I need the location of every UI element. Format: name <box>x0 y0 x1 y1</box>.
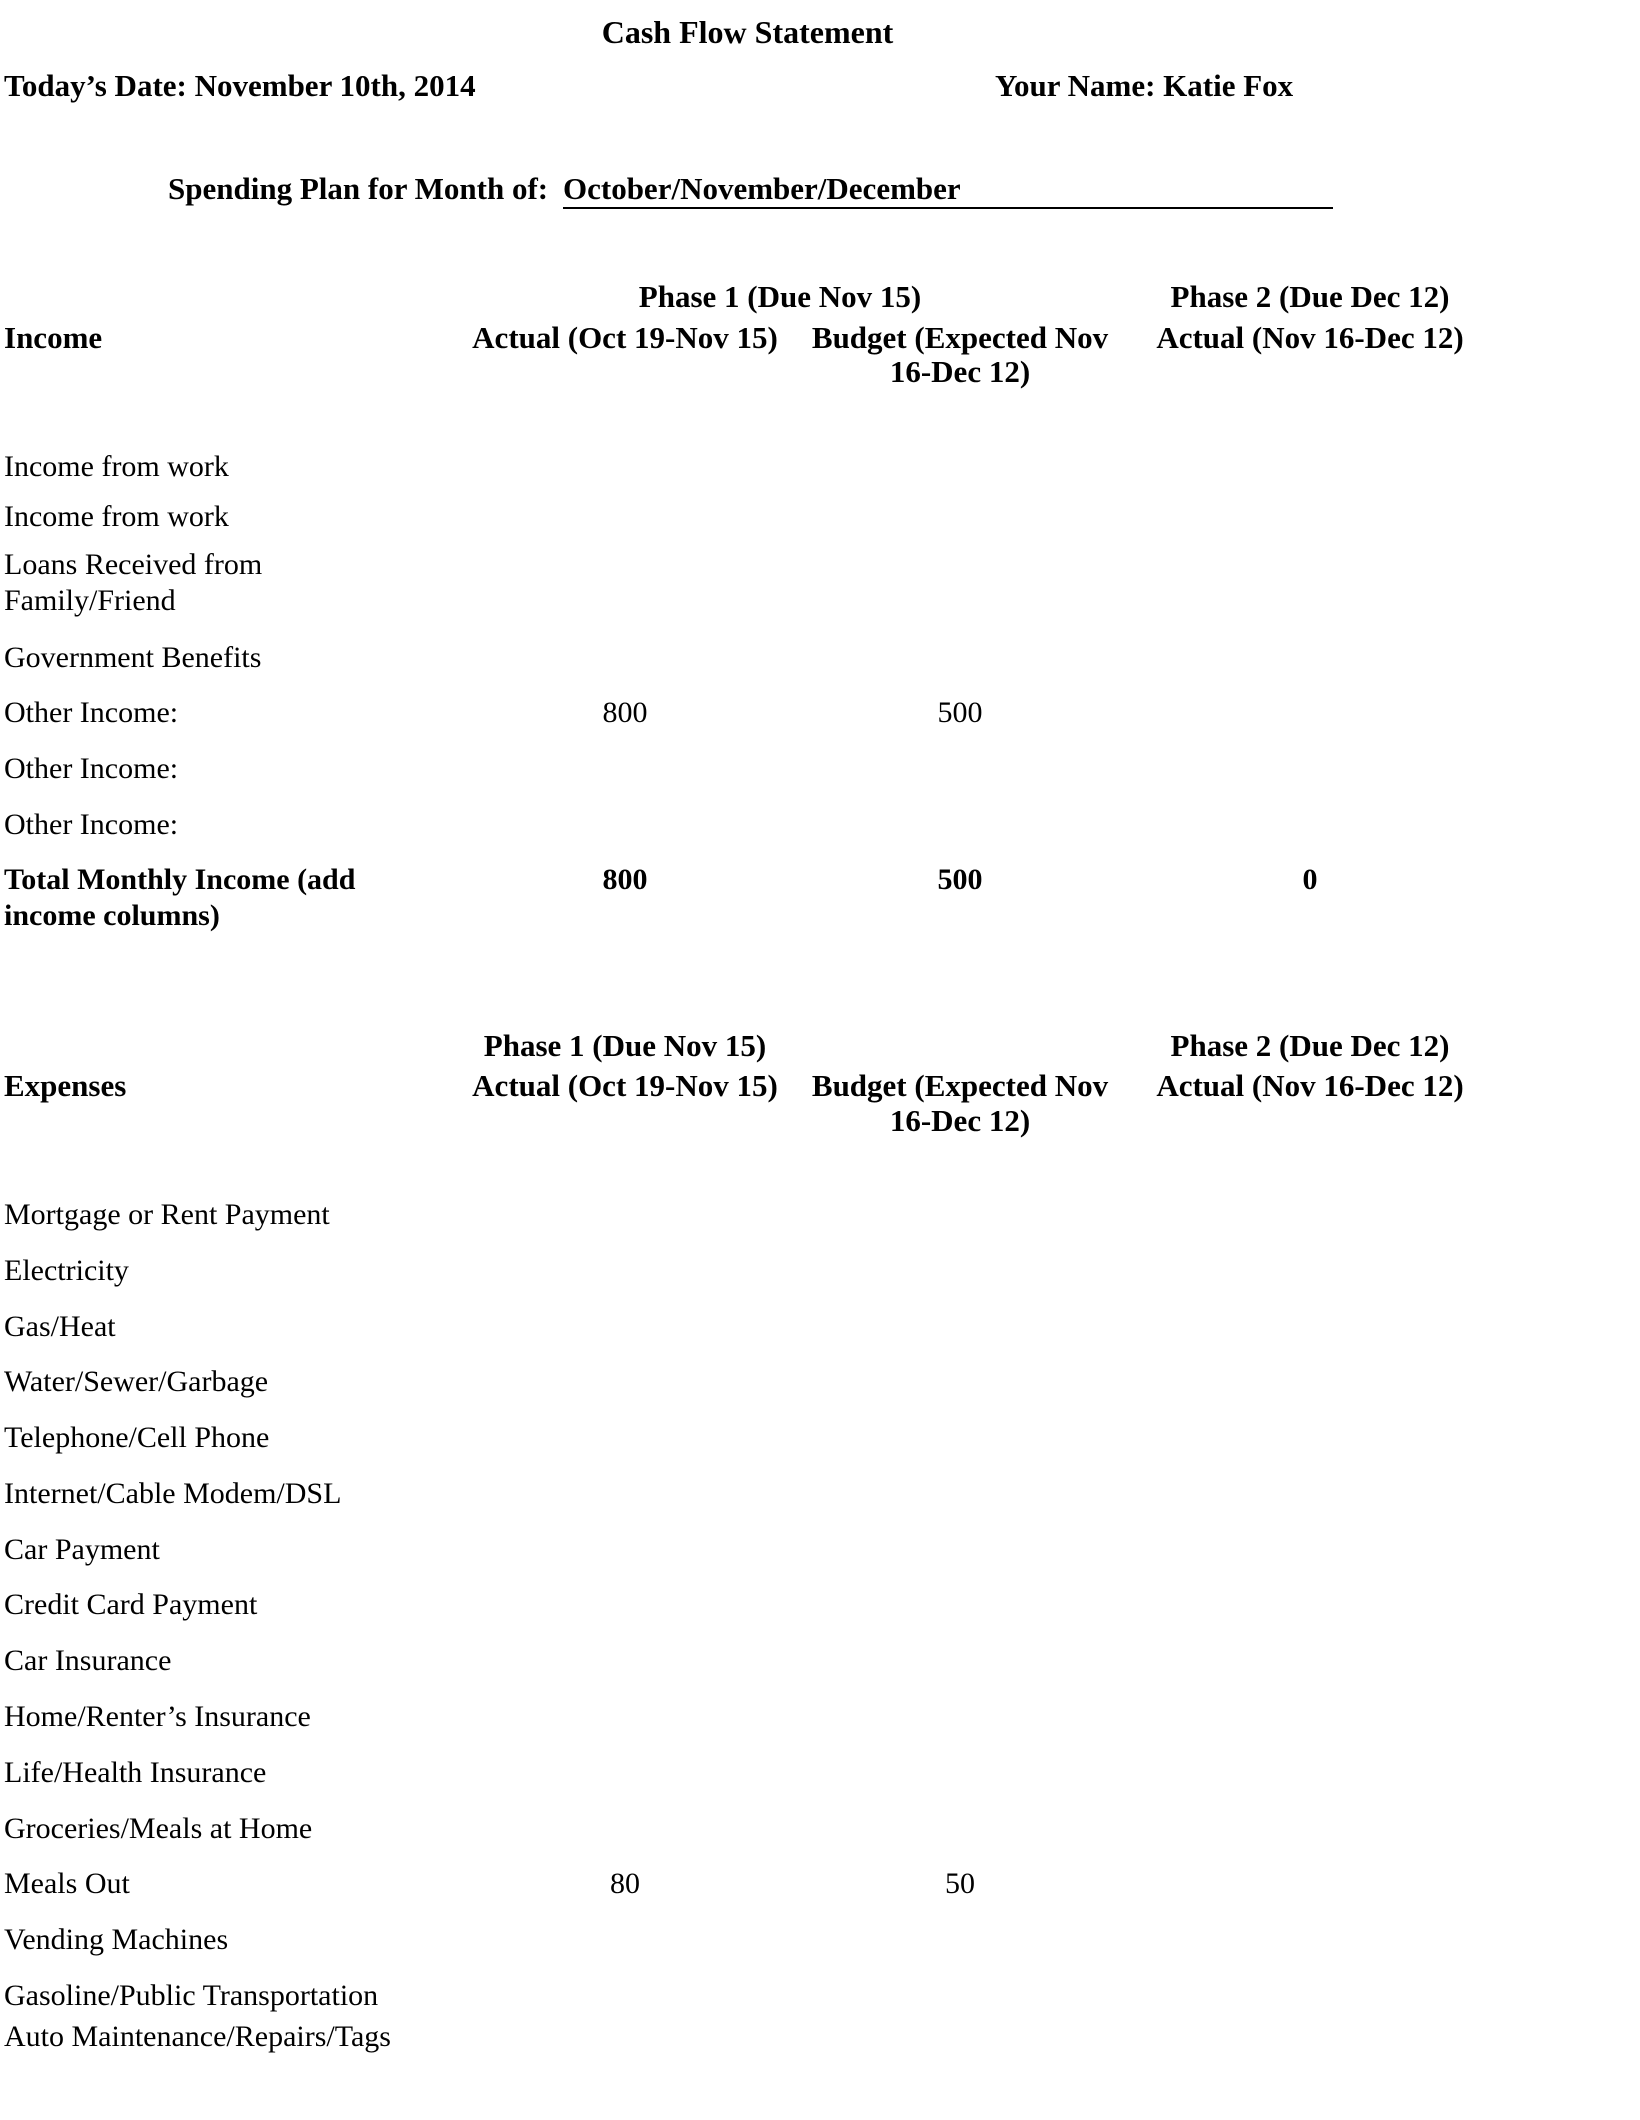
expense-row-label: Vending Machines <box>4 1923 229 1956</box>
income-row-label: Income from work <box>4 500 229 533</box>
expenses-col2-header-line2: 16-Dec 12) <box>889 1103 1031 1138</box>
income-total-label: income columns) <box>4 899 220 932</box>
income-row-label: Other Income: <box>4 696 179 729</box>
income-col2-header-line1: Budget (Expected Nov <box>811 320 1109 355</box>
expense-row-label: Telephone/Cell Phone <box>4 1421 270 1454</box>
income-budget-value: 500 <box>937 696 983 729</box>
income-row-label: Other Income: <box>4 808 179 841</box>
expense-row-label: Groceries/Meals at Home <box>4 1812 313 1845</box>
spending-plan-value: October/November/December <box>563 171 1333 209</box>
expenses-col2-header-line1: Budget (Expected Nov <box>811 1068 1109 1103</box>
income-total-budget: 500 <box>937 863 983 896</box>
income-col1-header: Actual (Oct 19-Nov 15) <box>472 320 778 355</box>
income-row-label: Family/Friend <box>4 584 176 617</box>
expenses-col1-header: Actual (Oct 19-Nov 15) <box>472 1068 778 1103</box>
expense-row-label: Credit Card Payment <box>4 1588 258 1621</box>
expense-row-label: Car Payment <box>4 1533 160 1566</box>
expense-row-label: Gasoline/Public Transportation <box>4 1979 379 2012</box>
expenses-phase1-header: Phase 1 (Due Nov 15) <box>483 1028 767 1063</box>
income-actual1-value: 800 <box>602 696 648 729</box>
income-row-label: Income from work <box>4 450 229 483</box>
todays-date: Today’s Date: November 10th, 2014 <box>4 68 476 103</box>
expense-row-label: Life/Health Insurance <box>4 1756 267 1789</box>
expense-actual1-value: 80 <box>610 1867 640 1900</box>
income-section-label: Income <box>4 320 103 355</box>
spending-plan-label: Spending Plan for Month of: <box>168 171 549 206</box>
income-total-actual2: 0 <box>1302 863 1318 896</box>
income-phase2-header: Phase 2 (Due Dec 12) <box>1170 279 1450 314</box>
expense-row-label: Internet/Cable Modem/DSL <box>4 1477 342 1510</box>
expenses-phase2-header: Phase 2 (Due Dec 12) <box>1170 1028 1450 1063</box>
income-row-label: Other Income: <box>4 752 179 785</box>
expense-row-label: Water/Sewer/Garbage <box>4 1365 269 1398</box>
your-name: Your Name: Katie Fox <box>995 68 1294 103</box>
income-col3-header: Actual (Nov 16-Dec 12) <box>1156 320 1464 355</box>
expense-row-label: Gas/Heat <box>4 1310 116 1343</box>
income-col2-header-line2: 16-Dec 12) <box>889 354 1031 389</box>
document-title: Cash Flow Statement <box>601 14 894 50</box>
income-phase1-header: Phase 1 (Due Nov 15) <box>638 279 922 314</box>
expense-budget-value: 50 <box>945 1867 975 1900</box>
income-total-label: Total Monthly Income (add <box>4 863 356 896</box>
income-row-label: Loans Received from <box>4 548 263 581</box>
income-total-actual1: 800 <box>602 863 648 896</box>
expenses-section-label: Expenses <box>4 1068 127 1103</box>
expense-row-label: Meals Out <box>4 1867 130 1900</box>
expense-row-label: Home/Renter’s Insurance <box>4 1700 311 1733</box>
expense-row-label: Electricity <box>4 1254 129 1287</box>
income-row-label: Government Benefits <box>4 641 262 674</box>
expenses-col3-header: Actual (Nov 16-Dec 12) <box>1156 1068 1464 1103</box>
expense-row-label: Mortgage or Rent Payment <box>4 1198 330 1231</box>
expense-row-label: Auto Maintenance/Repairs/Tags <box>4 2020 391 2053</box>
expense-row-label: Car Insurance <box>4 1644 172 1677</box>
